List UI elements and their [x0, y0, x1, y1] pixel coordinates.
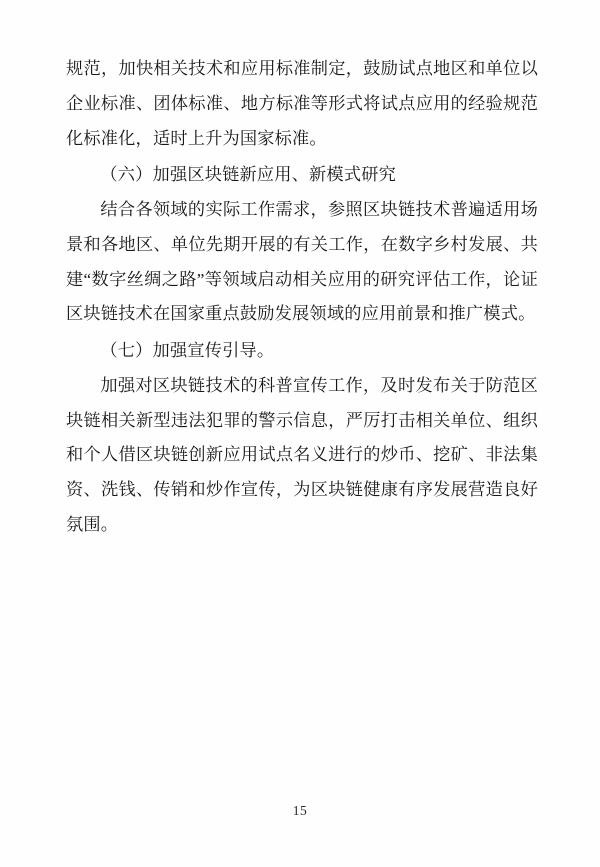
heading-section-seven: （七）加强宣传引导。 — [100, 341, 275, 360]
heading-section-six: （六）加强区块链新应用、新模式研究 — [100, 165, 396, 185]
page-number: 15 — [292, 803, 308, 818]
paragraph-research: 结合各领域的实际工作需求，参照区块链技术普遍适用场景和各地区、单位先期开展的有关工作，在数字乡村发展、共建“数字丝绸之路”等领域启动相关应用的研究评估工作，论证区块链技术在国家重点鼓励发展领域的应用前景和推广模式。 — [66, 200, 538, 324]
blank-page-area — [66, 543, 538, 843]
paragraph-publicity: 加强对区块链技术的科普宣传工作，及时发布关于防范区块链相关新型违法犯罪的警示信息，严厉打击相关单位、组织和个人借区块链创新应用试点名义进行的炒币、挖矿、非法集资、洗钱、传销和炒作宣传，为区块链健康有序发展营造良好氛围。 — [66, 375, 538, 534]
paragraph-standards: 规范，加快相关技术和应用标准制定，鼓励试点地区和单位以企业标准、团体标准、地方标准等形式将试点应用的经验规范化标准化，适时上升为国家标准。 — [66, 59, 538, 148]
document-body — [66, 52, 538, 843]
